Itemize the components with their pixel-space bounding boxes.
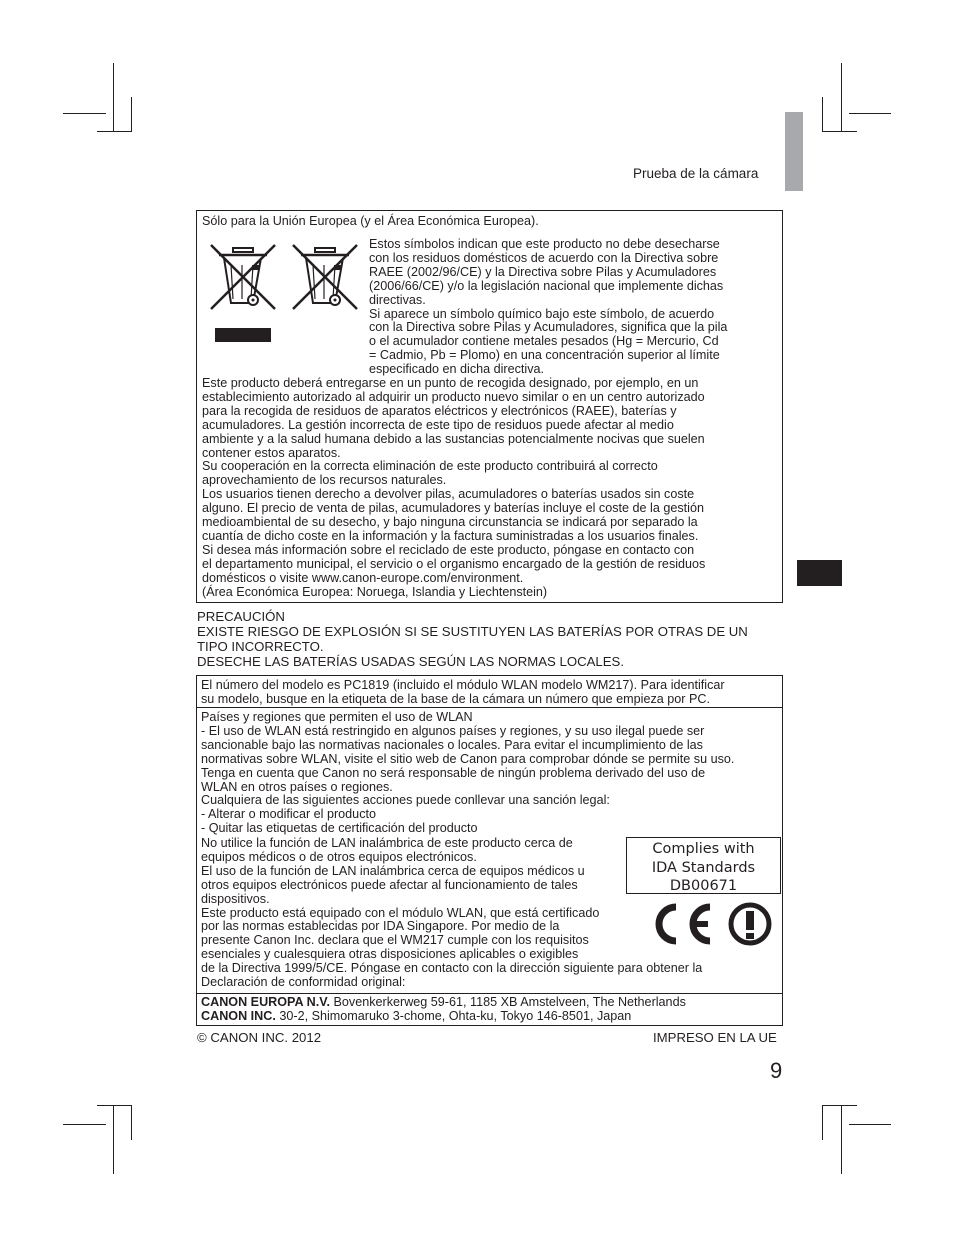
text-line: Si desea más información sobre el reciclado de este producto, póngase en contacto con	[202, 542, 695, 557]
company-name: CANON EUROPA N.V.	[201, 995, 330, 1009]
text-line: Cualquiera de las siguientes acciones puede conllevar una sanción legal:	[201, 793, 610, 808]
text-line: No utilice la función de LAN inalámbrica de este producto cerca de	[201, 836, 573, 850]
text-line: Los usuarios tienen derecho a devolver pilas, acumuladores o baterías usados sin coste	[202, 487, 695, 502]
text-line: alguno. El precio de venta de pilas, acumuladores y baterías incluye el coste de la gestión	[202, 501, 704, 516]
text-line: Países y regiones que permiten el uso de WLAN	[201, 710, 473, 724]
eu-body-text	[202, 377, 705, 600]
section-header: Prueba de la cámara	[633, 166, 759, 181]
text-line: establecimiento autorizado al adquirir un producto nuevo similar o en un centro autorizado	[202, 389, 705, 404]
text-line: su modelo, busque en la etiqueta de la base de la cámara un número que empieza por PC.	[201, 691, 710, 706]
text-line: especificado en dicha directiva.	[369, 362, 545, 377]
crossed-bin-icon	[207, 241, 279, 313]
model-intro	[201, 679, 725, 707]
text-line: normativas sobre WLAN, visite el sitio web de Canon para comprobar dónde se permite su uso.	[201, 751, 735, 766]
text-line: equipos médicos o de otros equipos electrónicos.	[201, 849, 477, 864]
chapter-tab-gray	[785, 112, 803, 191]
text-line: cuantía de dicho coste en la información y la factura suministradas a los usuarios finales.	[202, 528, 699, 543]
caution-text	[197, 609, 748, 669]
text-line: Este producto está equipado con el módulo WLAN, que está certificado	[201, 905, 600, 920]
printed-in: IMPRESO EN LA UE	[653, 1030, 777, 1045]
text-line: - Quitar las etiquetas de certificación del producto	[201, 821, 478, 836]
caution-heading: PRECAUCIÓN	[197, 609, 285, 624]
text-line: con la Directiva sobre Pilas y Acumuladores, significa que la pila	[369, 320, 728, 335]
text-line: Declaración de conformidad original:	[201, 975, 406, 990]
crossed-bin-icon	[289, 241, 361, 313]
address-line	[201, 1010, 686, 1024]
copyright: © CANON INC. 2012	[197, 1030, 322, 1045]
text-line: ambiente y a la salud humana debido a las sustancias potencialmente nocivas que suelen	[202, 431, 705, 446]
text-line: (2006/66/CE) y/o la legislación nacional que implemente dichas	[369, 278, 724, 293]
text-line: otros equipos electrónicos puede afectar al funcionamiento de tales	[201, 877, 578, 892]
eu-side-text	[369, 238, 727, 377]
text-line: o el acumulador contiene metales pesados (Hg = Mercurio, Cd	[369, 334, 719, 349]
alert-symbol-icon	[726, 901, 774, 947]
text-line: el departamento municipal, el servicio o el organismo encargado de la gestión de residuos	[202, 556, 706, 571]
text-line: dispositivos.	[201, 891, 270, 906]
text-line: domésticos o visite www.canon-europe.com/environment.	[202, 570, 524, 585]
text-line: esenciales y cualesquiera otras disposiciones aplicables o exigibles	[201, 947, 579, 962]
ce-mark-icon	[644, 901, 716, 947]
battery-symbol-bar	[215, 328, 271, 342]
text-line: medioambiental de su desecho, y bajo ninguna circunstancia se indicará por separado la	[202, 515, 698, 530]
text-line: con los residuos domésticos de acuerdo con la Directiva sobre	[369, 250, 719, 265]
text-line: - El uso de WLAN está restringido en algunos países y regiones, y su uso ilegal puede ser	[201, 723, 705, 738]
addresses	[201, 996, 686, 1024]
ida-logo-line: Complies with	[652, 841, 755, 857]
company-name: CANON INC.	[201, 1008, 276, 1023]
text-line: Estos símbolos indican que este producto no debe desecharse	[369, 237, 720, 251]
company-address: Bovenkerkerweg 59-61, 1185 XB Amstelveen, The Netherlands	[330, 995, 686, 1009]
text-line: - Alterar o modificar el producto	[201, 807, 376, 822]
text-line: TIPO INCORRECTO.	[197, 639, 324, 654]
text-line: acumuladores. La gestión incorrecta de este tipo de residuos puede afectar al medio	[202, 417, 674, 432]
text-line: El uso de la función de LAN inalámbrica cerca de equipos médicos u	[201, 863, 585, 878]
text-line: Este producto deberá entregarse en un punto de recogida designado, por ejemplo, en un	[202, 376, 699, 390]
page-number: 9	[770, 1058, 783, 1083]
text-line: WLAN en otros países o regiones.	[201, 779, 393, 794]
text-line: EXISTE RIESGO DE EXPLOSIÓN SI SE SUSTITUYEN LAS BATERÍAS POR OTRAS DE UN	[197, 624, 748, 639]
ida-logo	[626, 837, 781, 894]
ida-logo-line: IDA Standards	[651, 859, 756, 876]
company-address: 30-2, Shimomaruko 3-chome, Ohta-ku, Tokyo 146-8501, Japan	[275, 1008, 632, 1023]
address-line	[201, 996, 686, 1010]
text-line: RAEE (2002/96/CE) y la Directiva sobre Pilas y Acumuladores	[369, 264, 717, 279]
ida-logo-line: DB00671	[669, 878, 738, 894]
text-line: contener estos aparatos.	[202, 445, 341, 460]
text-line: DESECHE LAS BATERÍAS USADAS SEGÚN LAS NORMAS LOCALES.	[197, 654, 625, 669]
text-line: Si aparece un símbolo químico bajo este símbolo, de acuerdo	[369, 306, 715, 321]
text-line: (Área Económica Europea: Noruega, Islandia y Liechtenstein)	[202, 584, 548, 599]
text-line: Tenga en cuenta que Canon no será responsable de ningún problema derivado del uso de	[201, 765, 706, 780]
eu-disposal-box	[196, 210, 783, 603]
text-line: Su cooperación en la correcta eliminación de este producto contribuirá al correcto	[202, 459, 658, 474]
address-divider	[197, 993, 782, 994]
text-line: directivas.	[369, 292, 426, 307]
text-line: = Cadmio, Pb = Plomo) en una concentración superior al límite	[369, 348, 720, 363]
text-line: por las normas establecidas por IDA Singapore. Por medio de la	[201, 919, 560, 934]
text-line: de la Directiva 1999/5/CE. Póngase en contacto con la dirección siguiente para obtener la	[201, 961, 703, 976]
chapter-tab-black	[797, 560, 842, 586]
wlan-regions-text	[201, 711, 734, 836]
eu-box-title: Sólo para la Unión Europea (y el Área Económica Europea).	[202, 214, 539, 228]
text-line: El número del modelo es PC1819 (incluido el módulo WLAN modelo WM217). Para identificar	[201, 678, 725, 692]
text-line: sancionable bajo las normativas nacionales o locales. Para evitar el incumplimiento de las	[201, 737, 703, 752]
text-line: presente Canon Inc. declara que el WM217 cumple con los requisitos	[201, 933, 589, 948]
text-line: para la recogida de residuos de aparatos eléctricos y electrónicos (RAEE), baterías y	[202, 403, 677, 418]
text-line: aprovechamiento de los recursos naturales.	[202, 473, 447, 488]
wlan-section-divider	[197, 707, 782, 708]
